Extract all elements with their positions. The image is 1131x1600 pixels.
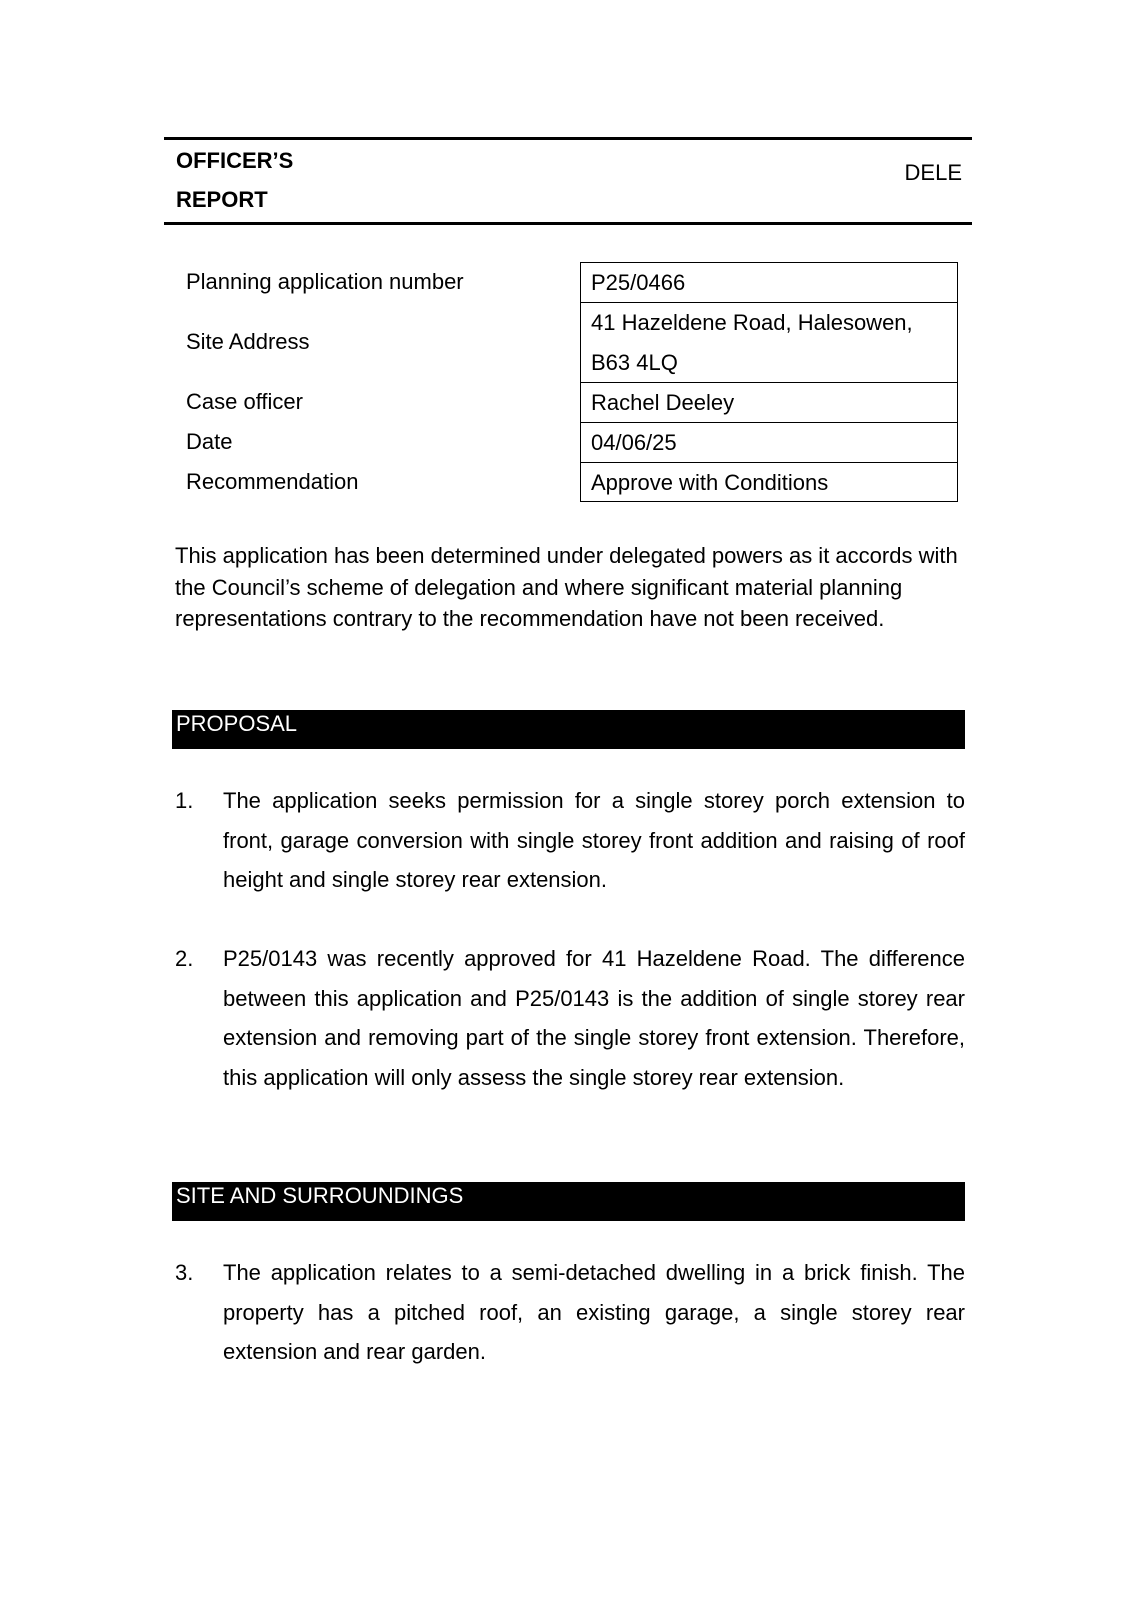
paragraph-number: 2. xyxy=(175,946,194,971)
info-label: Site Address xyxy=(186,329,310,354)
info-value xyxy=(580,262,958,302)
info-label: Date xyxy=(186,429,233,454)
numbered-paragraph xyxy=(175,1253,965,1372)
section-heading-proposal: PROPOSAL xyxy=(172,710,965,749)
info-value-line: Approve with Conditions xyxy=(591,470,829,495)
info-value-line: P25/0466 xyxy=(591,270,686,295)
section-heading-site: SITE AND SURROUNDINGS xyxy=(172,1182,965,1221)
numbered-paragraph xyxy=(175,939,965,1097)
paragraph-text: P25/0143 was recently approved for 41 Hazeldene Road. The difference between this application and P25/0143 is the addition of single storey rear extension and removing part of the single storey front extension. Therefore, this application will only assess the single storey rear extension. xyxy=(223,946,965,1090)
report-title-line1: OFFICER’S xyxy=(176,148,294,173)
report-code: DELE xyxy=(904,160,962,185)
info-value xyxy=(580,422,958,462)
paragraph-text: The application relates to a semi-detached dwelling in a brick finish. The property has a pitched roof, an existing garage, a single storey rear extension and rear garden. xyxy=(223,1260,965,1364)
info-row-case-officer xyxy=(186,382,961,422)
info-label: Recommendation xyxy=(186,469,359,494)
info-label: Planning application number xyxy=(186,269,464,294)
info-value-line: 41 Hazeldene Road, Halesowen, xyxy=(591,310,913,335)
info-value xyxy=(580,302,958,382)
info-label: Case officer xyxy=(186,389,303,414)
info-value xyxy=(580,382,958,422)
report-header xyxy=(164,137,972,225)
report-title-line2: REPORT xyxy=(176,187,268,212)
numbered-paragraph xyxy=(175,781,965,900)
application-info-table xyxy=(186,262,961,502)
info-value-line: B63 4LQ xyxy=(591,350,678,375)
info-value-line: 04/06/25 xyxy=(591,430,677,455)
delegation-statement: This application has been determined under delegated powers as it accords with the Council’s scheme of delegation and where significant material planning representations contrary to the recommendation have not been received. xyxy=(175,543,958,631)
info-row-site-address xyxy=(186,302,961,382)
paragraph-number: 1. xyxy=(175,788,194,813)
info-row-application-number xyxy=(186,262,961,302)
info-row-recommendation xyxy=(186,462,961,502)
info-row-date xyxy=(186,422,961,462)
info-value xyxy=(580,462,958,502)
paragraph-number: 3. xyxy=(175,1260,194,1285)
info-value-line: Rachel Deeley xyxy=(591,390,735,415)
report-title xyxy=(176,141,376,219)
paragraph-text: The application seeks permission for a single storey porch extension to front, garage conversion with single storey front addition and raising of roof height and single storey rear extension. xyxy=(223,788,965,892)
